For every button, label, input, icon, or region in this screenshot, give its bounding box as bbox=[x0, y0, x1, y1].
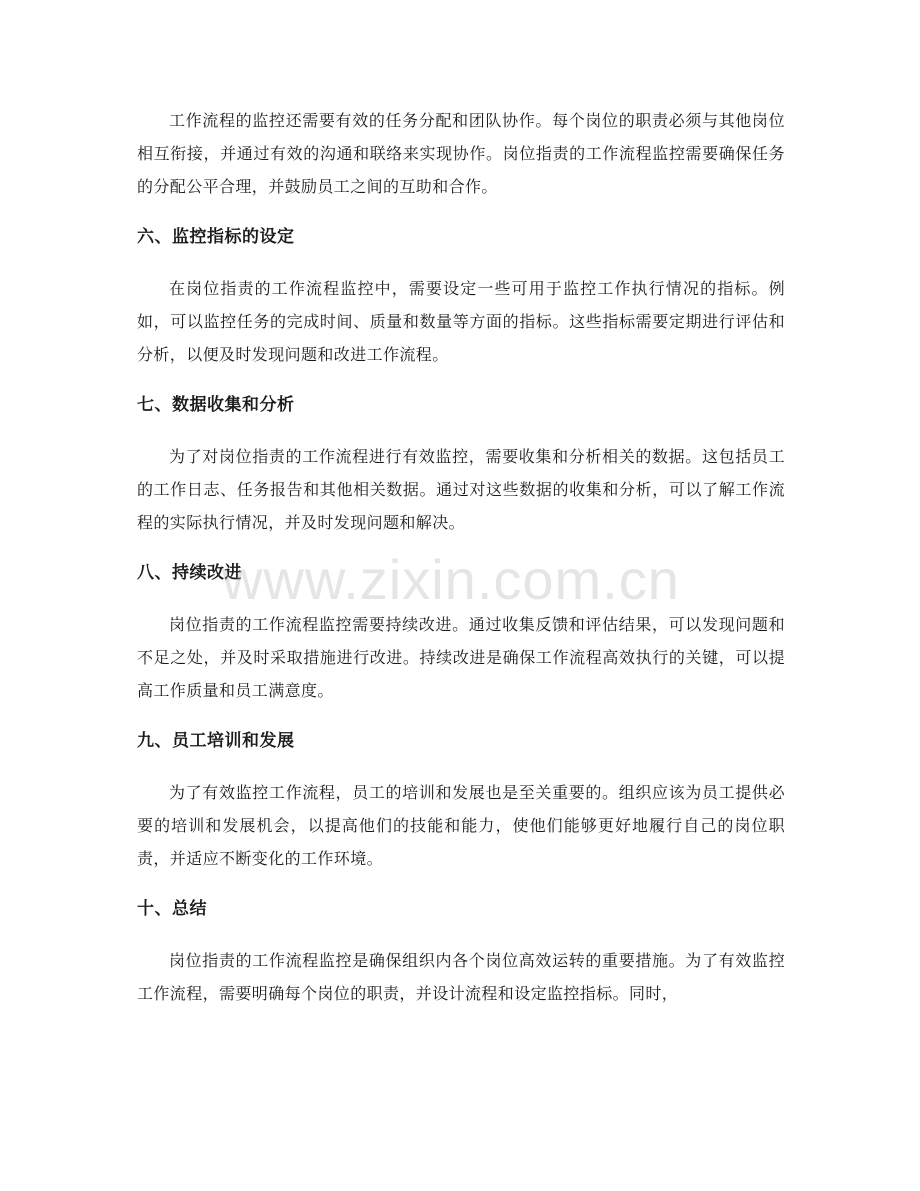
watermark: www.zixin.com.cn bbox=[222, 548, 680, 611]
section-body-9: 为了有效监控工作流程，员工的培训和发展也是至关重要的。组织应该为员工提供必要的培训和发展机会，以提高他们的技能和能力，使他们能够更好地履行自己的岗位职责，并适应不断变化的工作环境。 bbox=[137, 783, 785, 868]
section-heading-8: 八、持续改进 bbox=[137, 563, 242, 583]
section-heading-6: 六、监控指标的设定 bbox=[137, 227, 295, 247]
section-heading-7: 七、数据收集和分析 bbox=[137, 395, 295, 415]
section-body-6: 在岗位指责的工作流程监控中，需要设定一些可用于监控工作执行情况的指标。例如，可以监控任务的完成时间、质量和数量等方面的指标。这些指标需要定期进行评估和分析，以便及时发现问题和改进工作流程。 bbox=[137, 279, 785, 364]
section-heading-10: 十、总结 bbox=[137, 899, 207, 919]
section-body-8: 岗位指责的工作流程监控需要持续改进。通过收集反馈和评估结果，可以发现问题和不足之处，并及时采取措施进行改进。持续改进是确保工作流程高效执行的关键，可以提高工作质量和员工满意度。 bbox=[137, 615, 785, 700]
section-heading-9: 九、员工培训和发展 bbox=[137, 731, 295, 751]
intro-paragraph: 工作流程的监控还需要有效的任务分配和团队协作。每个岗位的职责必须与其他岗位相互衔接，并通过有效的沟通和联络来实现协作。岗位指责的工作流程监控需要确保任务的分配公平合理，并鼓励员工之间的互助和合作。 bbox=[137, 111, 785, 196]
section-body-7: 为了对岗位指责的工作流程进行有效监控，需要收集和分析相关的数据。这包括员工的工作日志、任务报告和其他相关数据。通过对这些数据的收集和分析，可以了解工作流程的实际执行情况，并及时发现问题和解决。 bbox=[137, 447, 785, 532]
document-page bbox=[137, 104, 785, 1028]
section-body-10: 岗位指责的工作流程监控是确保组织内各个岗位高效运转的重要措施。为了有效监控工作流程，需要明确每个岗位的职责，并设计流程和设定监控指标。同时， bbox=[137, 951, 785, 1003]
